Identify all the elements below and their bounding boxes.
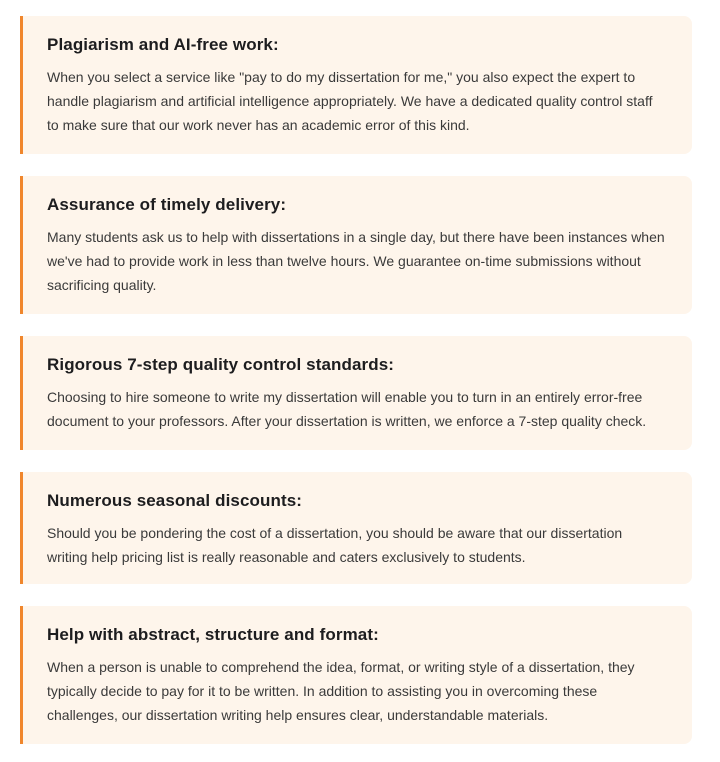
feature-card-quality-control bbox=[20, 336, 692, 450]
feature-line: we've had to provide work in less than twelve hours. We guarantee on-time submissions without bbox=[47, 253, 641, 269]
feature-description bbox=[47, 521, 692, 569]
feature-title: Rigorous 7-step quality control standards: bbox=[47, 355, 395, 374]
feature-title: Help with abstract, structure and format: bbox=[47, 625, 379, 644]
feature-card-timely-delivery bbox=[20, 176, 692, 314]
feature-title: Numerous seasonal discounts: bbox=[47, 491, 303, 510]
feature-description bbox=[47, 65, 692, 137]
feature-line: When a person is unable to comprehend the idea, format, or writing style of a dissertation, they bbox=[47, 659, 635, 675]
feature-line: typically decide to pay for it to be written. In addition to assisting you in overcoming these bbox=[47, 683, 598, 699]
feature-card-plagiarism bbox=[20, 16, 692, 154]
feature-line: Choosing to hire someone to write my dissertation will enable you to turn in an entirely error-free bbox=[47, 389, 643, 405]
feature-title: Assurance of timely delivery: bbox=[47, 195, 287, 214]
feature-line: document to your professors. After your dissertation is written, we enforce a 7-step quality check. bbox=[47, 413, 647, 429]
feature-line: challenges, our dissertation writing help ensures clear, understandable materials. bbox=[47, 707, 549, 723]
feature-line: writing help pricing list is really reasonable and caters exclusively to students. bbox=[47, 549, 526, 565]
feature-line: When you select a service like "pay to do my dissertation for me," you also expect the expert to bbox=[47, 69, 636, 85]
feature-description bbox=[47, 385, 692, 433]
feature-line: Should you be pondering the cost of a dissertation, you should be aware that our dissertation bbox=[47, 525, 623, 541]
feature-title: Plagiarism and AI-free work: bbox=[47, 35, 279, 54]
feature-line: sacrificing quality. bbox=[47, 277, 157, 293]
feature-line: Many students ask us to help with dissertations in a single day, but there have been instances when bbox=[47, 229, 665, 245]
feature-card-discounts bbox=[20, 472, 692, 584]
feature-line: to make sure that our work never has an academic error of this kind. bbox=[47, 117, 470, 133]
feature-description bbox=[47, 225, 692, 297]
feature-description bbox=[47, 655, 692, 727]
feature-line: handle plagiarism and artificial intelligence appropriately. We have a dedicated quality control staff bbox=[47, 93, 653, 109]
feature-card-abstract-structure bbox=[20, 606, 692, 744]
